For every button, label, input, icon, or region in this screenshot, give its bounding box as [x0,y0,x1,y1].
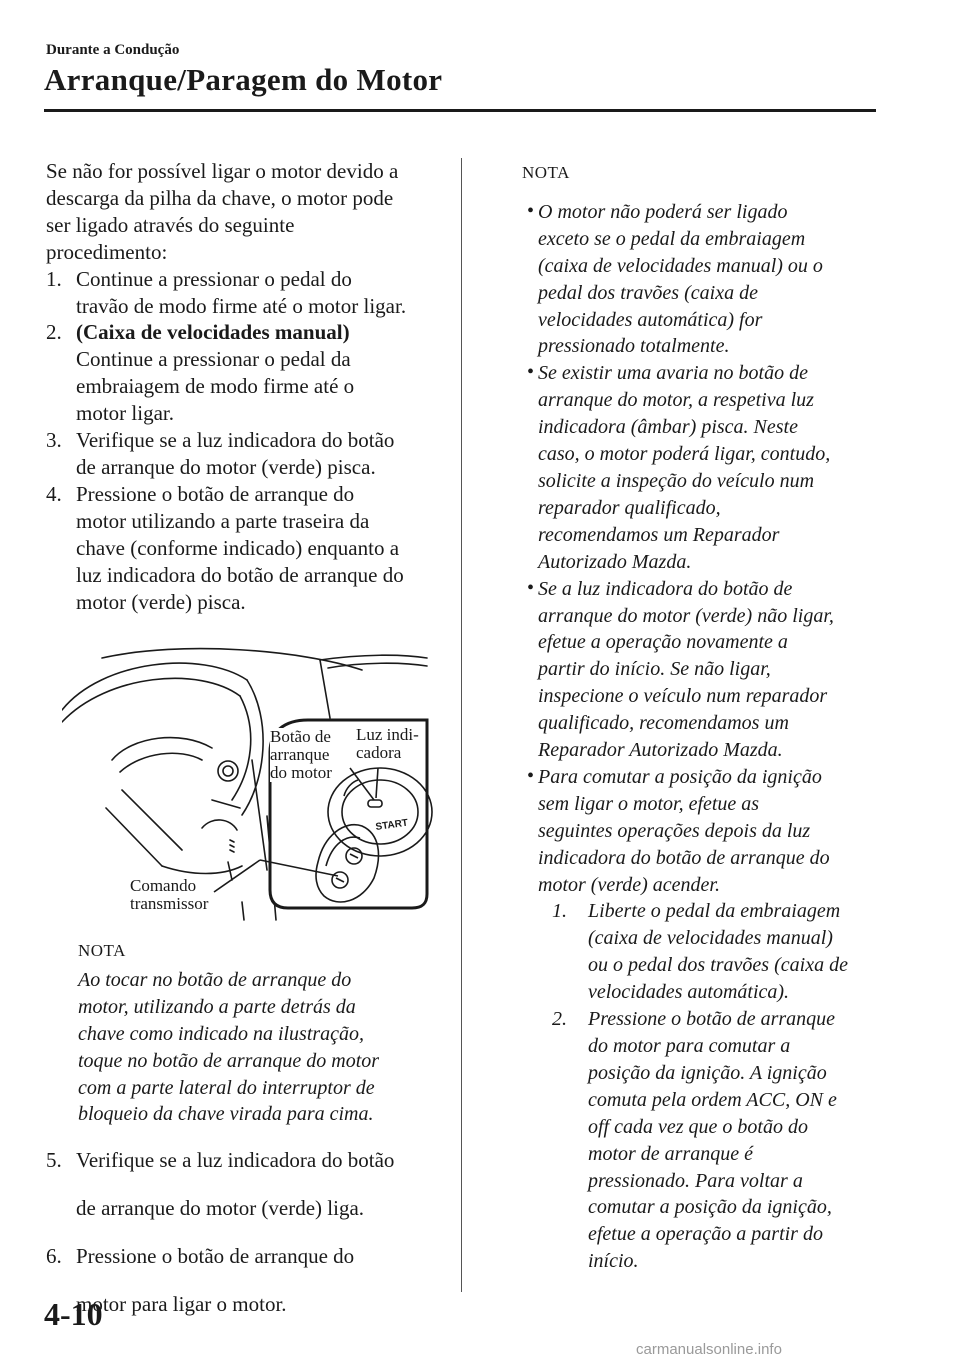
step-line: Verifique se a luz indicadora do botão [76,1148,395,1172]
bullet-line: seguintes operações depois da luz [538,819,811,842]
note-bullet-1 [522,199,882,360]
sub-step-line: motor de arranque é [588,1142,753,1165]
note-line: Ao tocar no botão de arranque do [78,968,352,991]
label-line: transmissor [130,894,209,913]
label-line: do motor [270,763,332,782]
step-line: travão de modo firme até o motor ligar. [76,293,407,318]
sub-step-line: posição da ignição. A ignição [588,1061,827,1084]
bullet-line: Autorizado Mazda. [538,550,692,573]
sub-step-line: velocidades automática). [588,981,790,1004]
bullet-line: solicite a inspeção do veículo num [538,469,815,492]
intro-line: Se não for possível ligar o motor devido a [46,159,399,183]
step-6 [46,1243,446,1318]
note-title: NOTA [78,941,126,960]
label-line: Botão de [270,727,331,746]
right-column-note [522,160,882,1275]
step-line: Pressione o botão de arranque do [76,481,355,506]
step-line: motor para ligar o motor. [76,1291,287,1316]
start-text: START [374,817,409,833]
note-bullet-3 [522,576,882,764]
step-number: 4. [46,481,62,506]
sub-step-line: ou o pedal dos travões (caixa de [588,954,848,977]
bullet-line: arranque do motor (verde) não ligar, [538,604,834,627]
left-column [46,158,446,615]
sub-step-line: comuta pela ordem ACC, ON e [588,1088,837,1111]
step-line: motor utilizando a parte traseira da [76,508,370,533]
step-line: motor ligar. [76,401,174,426]
step-line: Verifique se a luz indicadora do botão [76,428,395,453]
bullet-line: inspecione o veículo num reparador [538,685,828,708]
bullet-dot: • [527,576,535,599]
bullet-line: caso, o motor poderá ligar, contudo, [538,443,831,466]
step-number: 3. [46,428,62,453]
sub-step-line: Liberte o pedal da embraiagem [588,900,841,923]
bullet-line: pressionado totalmente. [538,335,730,358]
sub-step-line: efetue a operação a partir do [588,1223,823,1246]
note-line: com a parte lateral do interruptor de [78,1076,375,1099]
note-line: chave como indicado na ilustração, [78,1022,365,1045]
step-number: 6. [46,1243,62,1268]
bullet-line: (caixa de velocidades manual) ou o [538,254,823,277]
dashboard-drawing [62,640,442,922]
step-1 [46,266,446,320]
step-line: de arranque do motor (verde) liga. [76,1195,365,1220]
section-label: Durante a Condução [46,42,180,58]
bullet-line: Se existir uma avaria no botão de [538,362,808,385]
bullet-line: velocidades automática) for [538,308,763,331]
step-line: luz indicadora do botão de arranque do [76,562,404,587]
watermark: carmanualsonline.info [636,1341,782,1358]
start-button-illustration [62,640,442,922]
column-divider [461,158,462,1292]
label-line: Luz indi- [356,725,419,744]
bullet-line: Para comutar a posição da ignição [538,765,822,788]
step-line: Pressione o botão de arranque do [76,1243,355,1268]
label-line: arranque [270,745,330,764]
sub-step-2 [552,1006,882,1275]
sub-step-line: Pressione o botão de arranque [588,1008,836,1031]
sub-step-number: 2. [552,1008,567,1031]
step-2 [46,319,446,427]
bullet-dot: • [527,199,535,222]
title-rule [44,109,876,112]
left-column-continued [46,1126,446,1339]
transmitter-label [130,877,208,913]
intro-line: ser ligado através do seguinte [46,212,295,237]
bullet-line: recomendamos um Reparador [538,523,780,546]
step-line: Continue a pressionar o pedal do [76,266,352,291]
label-line: Comando [130,876,197,895]
note-left [78,938,438,1128]
page-title: Arranque/Paragem do Motor [44,62,443,97]
bullet-line: arranque do motor, a respetiva luz [538,389,814,412]
bullet-line: exceto se o pedal da embraiagem [538,227,806,250]
step-number: 5. [46,1148,62,1172]
bullet-line: reparador qualificado, [538,496,721,519]
bullet-line: pedal dos travões (caixa de [538,281,758,304]
bullet-line: indicadora do botão de arranque do [538,846,830,869]
step-line: embraiagem de modo firme até o [76,374,355,399]
step-line: chave (conforme indicado) enquanto a [76,535,400,560]
note-line: motor, utilizando a parte detrás da [78,995,356,1018]
step-number: 2. [46,320,62,345]
bullet-line: Se a luz indicadora do botão de [538,577,793,600]
intro-line: procedimento: [46,239,168,264]
sub-step-line: off cada vez que o botão do [588,1115,808,1138]
sub-step-line: (caixa de velocidades manual) [588,927,833,950]
note-bullet-2 [522,360,882,575]
bullet-line: O motor não poderá ser ligado [538,200,788,223]
bullet-line: indicadora (âmbar) pisca. Neste [538,416,798,439]
sub-step-line: pressionado. Para voltar a [588,1169,803,1192]
bullet-line: partir do início. Se não ligar, [538,658,771,681]
step-line: Continue a pressionar o pedal da [76,347,351,372]
bullet-dot: • [527,764,535,787]
step-line: de arranque do motor (verde) pisca. [76,454,376,479]
sub-step-line: comutar a posição da ignição, [588,1196,832,1219]
page-number: 4-10 [44,1296,103,1332]
sub-step-number: 1. [552,900,567,923]
bullet-line: efetue a operação novamente a [538,631,788,654]
note-bullet-4 [522,764,882,1275]
intro-line: descarga da pilha da chave, o motor pode [46,185,394,210]
indicator-light-label [356,726,419,762]
note-line: toque no botão de arranque do motor [78,1049,380,1072]
step-4 [46,481,446,616]
step-5 [46,1147,446,1222]
bullet-line: sem ligar o motor, efetue as [538,792,760,815]
step-line: motor (verde) pisca. [76,589,246,614]
label-line: cadora [356,743,402,762]
sub-step-line: início. [588,1250,639,1273]
sub-step-line: do motor para comutar a [588,1035,791,1057]
bullet-line: motor (verde) acender. [538,873,720,896]
note-title: NOTA [522,163,570,182]
step-heading: (Caixa de velocidades manual) [76,320,350,345]
note-line: bloqueio da chave virada para cima. [78,1103,374,1126]
sub-step-1 [552,898,882,1006]
step-3 [46,427,446,481]
bullet-dot: • [527,361,535,384]
bullet-line: qualificado, recomendamos um [538,712,789,735]
step-number: 1. [46,266,62,291]
bullet-line: Reparador Autorizado Mazda. [538,739,783,762]
engine-start-button-label [270,728,332,782]
